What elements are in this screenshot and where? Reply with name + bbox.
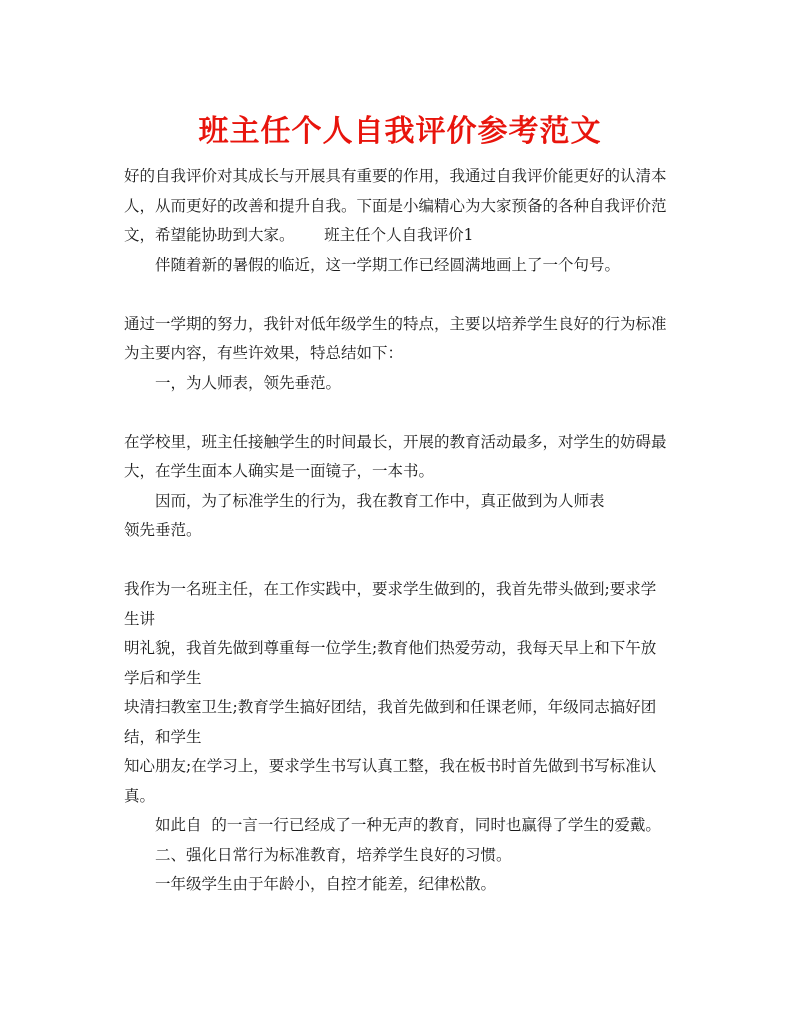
body-line: 通过一学期的努力，我针对低年级学生的特点，主要以培养学生良好的行为标准 [124, 314, 667, 333]
body-line: 因而，为了标准学生的行为，我在教育工作中，真正做到为人师表 [155, 491, 605, 510]
document-title: 班主任个人自我评价参考范文 [198, 114, 602, 149]
body-line: 伴随着新的暑假的临近，这一学期工作已经圆满地画上了一个句号。 [155, 255, 621, 274]
body-line: 明礼貌，我首先做到尊重每一位学生;教育他们热爱劳动，我每天早上和下午放 [124, 639, 657, 657]
body-line: 生讲 [124, 609, 156, 628]
body-line: 真。 [124, 786, 156, 805]
body-line: 如此自 的一言一行已经成了一种无声的教育，同时也赢得了学生的爱戴。 [155, 816, 661, 834]
body-line: 为主要内容，有些许效果，特总结如下： [124, 344, 404, 362]
body-line: 人，从而更好的改善和提升自我。下面是小编精心为大家预备的各种自我评价范 [124, 196, 667, 215]
body-line: 结，和学生 [124, 727, 202, 746]
body-line: 一年级学生由于年龄小，自控才能差，纪律松散。 [155, 875, 497, 893]
body-line: 领先垂范。 [124, 521, 202, 539]
body-line: 一，为人师表，领先垂范。 [155, 373, 342, 392]
body-line: 二、强化日常行为标准教育，培养学生良好的习惯。 [155, 845, 512, 864]
body-line: 知心朋友;在学习上，要求学生书写认真工整，我在板书时首先做到书写标准认 [124, 757, 657, 775]
body-line: 文，希望能协助到大家。 班主任个人自我评价1 [124, 226, 474, 244]
body-line: 大，在学生面本人确实是一面镜子，一本书。 [124, 462, 435, 480]
paragraph-gap [124, 546, 684, 576]
document-body [124, 162, 684, 900]
body-line: 学后和学生 [124, 668, 202, 687]
body-line: 在学校里，班主任接触学生的时间最长，开展的教育活动最多，对学生的妨碍最 [124, 432, 667, 451]
body-line: 块清扫教室卫生;教育学生搞好团结，我首先做到和任课老师，年级同志搞好团 [124, 698, 657, 716]
body-line: 好的自我评价对其成长与开展具有重要的作用，我通过自我评价能更好的认清本 [124, 167, 667, 185]
body-line: 我作为一名班主任，在工作实践中，要求学生做到的，我首先带头做到;要求学 [124, 580, 657, 598]
paragraph-gap [124, 398, 684, 428]
paragraph-gap [124, 280, 684, 310]
